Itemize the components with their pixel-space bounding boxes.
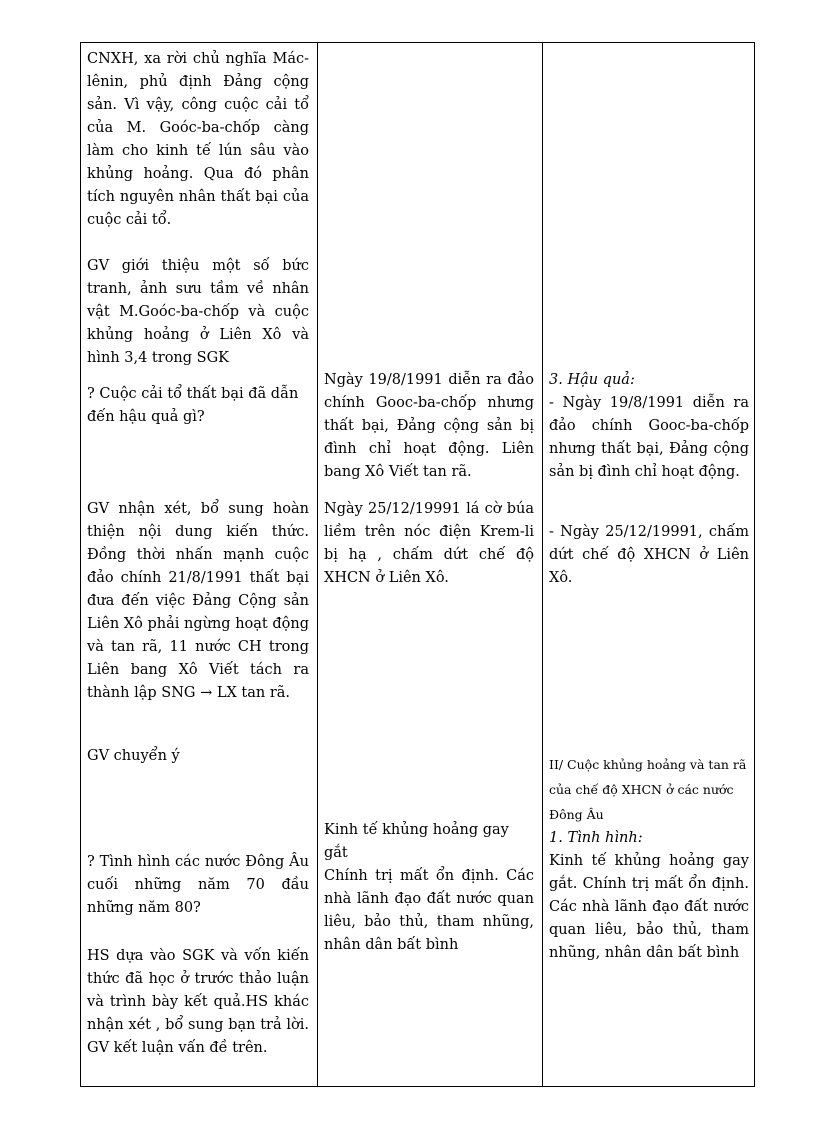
summary-line: - Ngày 19/8/1991 diễn ra đảo chính Gooc-ba-chốp nhưng thất bại, Đảng cộng sản bị đình chỉ hoạt động. [549, 395, 749, 480]
summary-block [549, 752, 749, 965]
activity-paragraph: GV nhận xét, bổ sung hoàn thiện nội dung kiến thức. Đồng thời nhấn mạnh cuộc đảo chính 21/8/1991 thất bại đưa đến việc Đảng Cộng sản Liên Xô phải ngừng hoạt động và tan rã, 11 nước CH trong Liên bang Xô Viết tách ra thành lập SNG → LX tan rã. [87, 501, 309, 701]
activity-paragraph: CNXH, xa rời chủ nghĩa Mác-lênin, phủ định Đảng cộng sản. Vì vậy, công cuộc cải tổ của M. Goóc-ba-chốp càng làm cho kinh tế lún sâu vào khủng hoảng. Qua đó phân tích nguyên nhân thất bại của cuộc cải tổ. [87, 51, 309, 228]
content-paragraph: Ngày 19/8/1991 diễn ra đảo chính Gooc-ba-chốp nhưng thất bại, Đảng cộng sản bị đình chỉ hoạt động. Liên bang Xô Viết tan rã. [324, 372, 534, 480]
content-line: Kinh tế khủng hoảng gay gắt [324, 822, 509, 861]
content-paragraph [324, 819, 534, 957]
summary-paragraph: - Ngày 25/12/19991, chấm dứt chế độ XHCN ở Liên Xô. [549, 524, 749, 586]
subsection-heading: 1. Tình hình: [549, 830, 643, 846]
activity-paragraph: GV chuyển ý [87, 748, 180, 764]
activity-question: ? Cuộc cải tổ thất bại đã dẫn đến hậu quả gì? [87, 386, 299, 425]
activity-paragraph: GV giới thiệu một số bức tranh, ảnh sưu tầm về nhân vật M.Goóc-ba-chốp và cuộc khủng hoảng ở Liên Xô và hình 3,4 trong SGK [87, 258, 309, 366]
column-divider [317, 43, 318, 1086]
summary-block [549, 369, 749, 484]
content-paragraph: Ngày 25/12/19991 lá cờ búa liềm trên nóc điện Krem-li bị hạ , chấm dứt chế độ XHCN ở Liên Xô. [324, 501, 534, 586]
column-divider [542, 43, 543, 1086]
activity-paragraph: HS dựa vào SGK và vốn kiến thức đã học ở trước thảo luận và trình bày kết quả.HS khác nhận xét , bổ sung bạn trả lời. GV kết luận vấn đề trên. [87, 948, 309, 1056]
section-heading: 3. Hậu quả: [549, 372, 635, 388]
activity-question: ? Tình hình các nước Đông Âu cuối những năm 70 đầu những năm 80? [87, 854, 309, 916]
content-line: Chính trị mất ổn định. Các nhà lãnh đạo đất nước quan liêu, bảo thủ, tham nhũng, nhân dân bất bình [324, 868, 534, 953]
summary-line: Kinh tế khủng hoảng gay gắt. Chính trị mất ổn định. Các nhà lãnh đạo đất nước quan liêu, bảo thủ, tham nhũng, nhân dân bất bình [549, 853, 749, 961]
lesson-table [80, 42, 755, 1087]
section-heading: II/ Cuộc khủng hoảng và tan rã của chế độ XHCN ở các nước Đông Âu [549, 757, 747, 822]
